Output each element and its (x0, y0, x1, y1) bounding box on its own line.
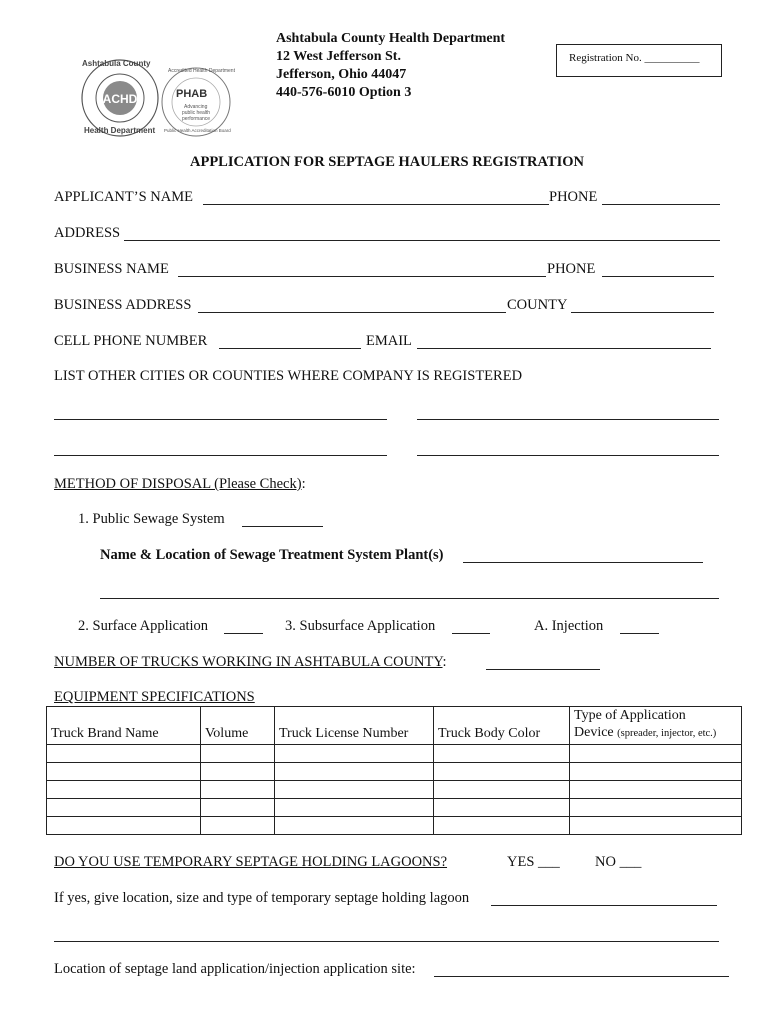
other-cities-field-2[interactable] (417, 419, 719, 420)
lagoon-details-field-2[interactable] (54, 941, 719, 942)
subsurface-application-check-field[interactable] (452, 633, 490, 634)
plant-location-label: Name & Location of Sewage Treatment System Plant(s) (100, 547, 444, 563)
lagoon-details-label: If yes, give location, size and type of temporary septage holding lagoon (54, 890, 470, 906)
surface-application-check-field[interactable] (224, 633, 263, 634)
disposal-heading: METHOD OF DISPOSAL (Please Check): (54, 476, 306, 492)
column-header: Type of Application Device (spreader, injector, etc.) (570, 707, 742, 745)
email-label: EMAIL (366, 333, 412, 349)
cell-phone-field[interactable] (219, 348, 361, 349)
county-label: COUNTY (507, 297, 568, 313)
address-label: ADDRESS (54, 225, 121, 241)
column-header: Volume (201, 707, 275, 745)
county-seal-logo: ACHD Ashtabula County Health Department (80, 58, 160, 138)
table-row (47, 817, 742, 835)
lagoon-details-field[interactable] (491, 905, 717, 906)
column-header: Truck License Number (275, 707, 434, 745)
lagoons-question: DO YOU USE TEMPORARY SEPTAGE HOLDING LAGOONS? (54, 854, 448, 870)
trucks-count-field[interactable] (486, 669, 600, 670)
form-title: APPLICATION FOR SEPTAGE HAULERS REGISTRATION (190, 154, 584, 170)
equipment-table-header (47, 707, 742, 745)
svg-text:ACHD: ACHD (102, 92, 138, 106)
email-field[interactable] (417, 348, 711, 349)
other-cities-field-3[interactable] (54, 455, 387, 456)
registration-number-box[interactable] (556, 44, 722, 77)
public-sewage-option: 1. Public Sewage System (78, 511, 225, 527)
application-site-label: Location of septage land application/injection application site: (54, 961, 416, 977)
equipment-heading: EQUIPMENT SPECIFICATIONS (54, 689, 255, 705)
equipment-table (46, 706, 742, 835)
other-cities-field-1[interactable] (54, 419, 387, 420)
table-row (47, 781, 742, 799)
lagoons-yes-option[interactable]: YES ___ (507, 854, 560, 870)
table-row (47, 799, 742, 817)
org-street: 12 West Jefferson St. (276, 49, 401, 64)
other-cities-label: LIST OTHER CITIES OR COUNTIES WHERE COMPANY IS REGISTERED (54, 368, 523, 384)
column-header: Truck Body Color (434, 707, 570, 745)
address-field[interactable] (124, 240, 720, 241)
business-name-label: BUSINESS NAME (54, 261, 169, 277)
lagoons-no-option[interactable]: NO ___ (595, 854, 642, 870)
trucks-count-label: NUMBER OF TRUCKS WORKING IN ASHTABULA COUNTY: (54, 654, 447, 670)
applicant-name-field[interactable] (203, 204, 549, 205)
applicant-phone-field[interactable] (602, 204, 720, 205)
business-name-field[interactable] (178, 276, 546, 277)
org-name: Ashtabula County Health Department (276, 31, 506, 46)
org-phone: 440-576-6010 Option 3 (276, 85, 412, 100)
injection-check-field[interactable] (620, 633, 659, 634)
applicant-name-label: APPLICANT’S NAME (54, 189, 193, 205)
registration-number-label: Registration No. __________ (569, 52, 700, 64)
surface-application-option: 2. Surface Application (78, 618, 209, 634)
subsurface-application-option: 3. Subsurface Application (285, 618, 436, 634)
column-header: Truck Brand Name (47, 707, 201, 745)
table-row (47, 763, 742, 781)
business-address-field[interactable] (198, 312, 506, 313)
org-city: Jefferson, Ohio 44047 (276, 67, 407, 82)
application-site-field[interactable] (434, 976, 729, 977)
public-sewage-check-field[interactable] (242, 526, 323, 527)
business-address-label: BUSINESS ADDRESS (54, 297, 192, 313)
injection-option: A. Injection (534, 618, 604, 634)
applicant-phone-label: PHONE (549, 189, 598, 205)
plant-location-field[interactable] (463, 562, 703, 563)
county-field[interactable] (571, 312, 714, 313)
phab-accreditation-logo: Accredited Health Department PHAB Advancing public health performance Public Health Accreditation Board (160, 66, 232, 138)
business-phone-field[interactable] (602, 276, 714, 277)
cell-phone-label: CELL PHONE NUMBER (54, 333, 208, 349)
other-cities-field-4[interactable] (417, 455, 719, 456)
plant-location-field-2[interactable] (100, 598, 719, 599)
business-phone-label: PHONE (547, 261, 596, 277)
table-row (47, 745, 742, 763)
